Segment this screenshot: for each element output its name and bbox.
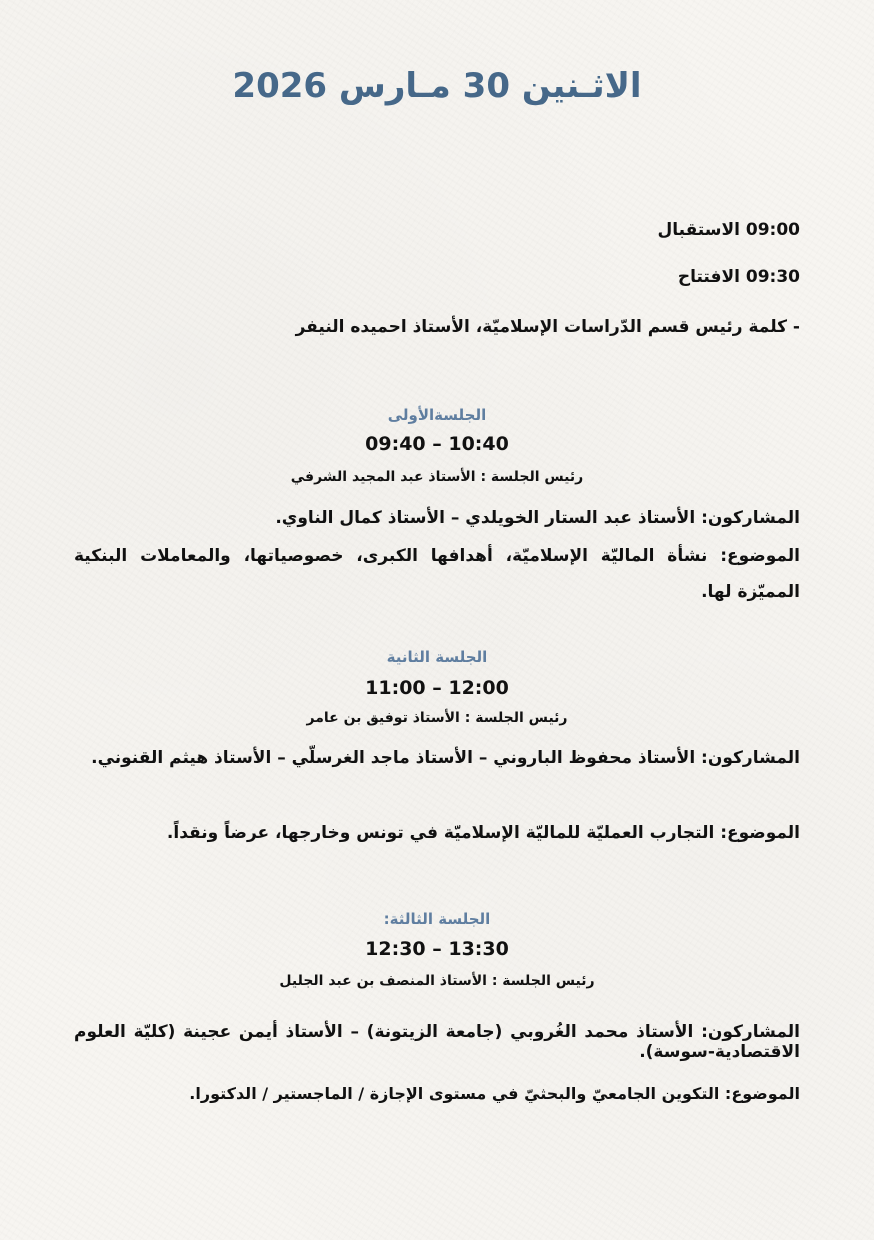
opening-line: 09:30 الافتتاح — [677, 267, 800, 287]
session-1-time: 09:40 – 10:40 — [365, 433, 509, 455]
session-3-time: 12:30 – 13:30 — [365, 938, 509, 960]
session-3-heading: الجلسة الثالثة: — [383, 910, 491, 928]
session-3-topic: الموضوع: التكوين الجامعيّ والبحثيّ في مستوى الإجازة / الماجستير / الدكتورا. — [189, 1084, 800, 1103]
opening-speech-line: - كلمة رئيس قسم الدّراسات الإسلاميّة، الأستاذ احميده النيفر — [295, 317, 800, 337]
session-2-topic: الموضوع: التجارب العمليّة للماليّة الإسلاميّة في تونس وخارجها، عرضاً ونقداً. — [166, 823, 800, 843]
session-2-participants: المشاركون: الأستاذ محفوظ الباروني – الأستاذ ماجد الغرسلّي – الأستاذ هيثم القنوني. — [91, 748, 800, 768]
session-1-chair: رئيس الجلسة : الأستاذ عبد المجيد الشرفي — [290, 469, 584, 485]
session-2-chair: رئيس الجلسة : الأستاذ توفيق بن عامر — [306, 710, 568, 726]
reception-line: 09:00 الاستقبال — [657, 220, 800, 240]
session-1-heading: الجلسةالأولى — [387, 406, 487, 424]
session-3-chair: رئيس الجلسة : الأستاذ المنصف بن عبد الجليل — [279, 973, 595, 989]
session-2-heading: الجلسة الثانية — [386, 648, 488, 666]
session-1-participants: المشاركون: الأستاذ عبد الستار الخويلدي – الأستاذ كمال الناوي. — [275, 508, 800, 528]
session-1-topic: الموضوع: نشأة الماليّة الإسلاميّة، أهدافها الكبرى، خصوصياتها، والمعاملات البنكية المميّزة لها. — [74, 546, 800, 602]
session-2-time: 11:00 – 12:00 — [365, 677, 509, 699]
session-3-participants: المشاركون: الأستاذ محمد الغُروبي (جامعة الزيتونة) – الأستاذ أيمن عجينة (كليّة العلوم الاقتصادية-سوسة). — [74, 1022, 800, 1062]
page-title: الاثـنين 30 مـارس 2026 — [232, 66, 642, 106]
